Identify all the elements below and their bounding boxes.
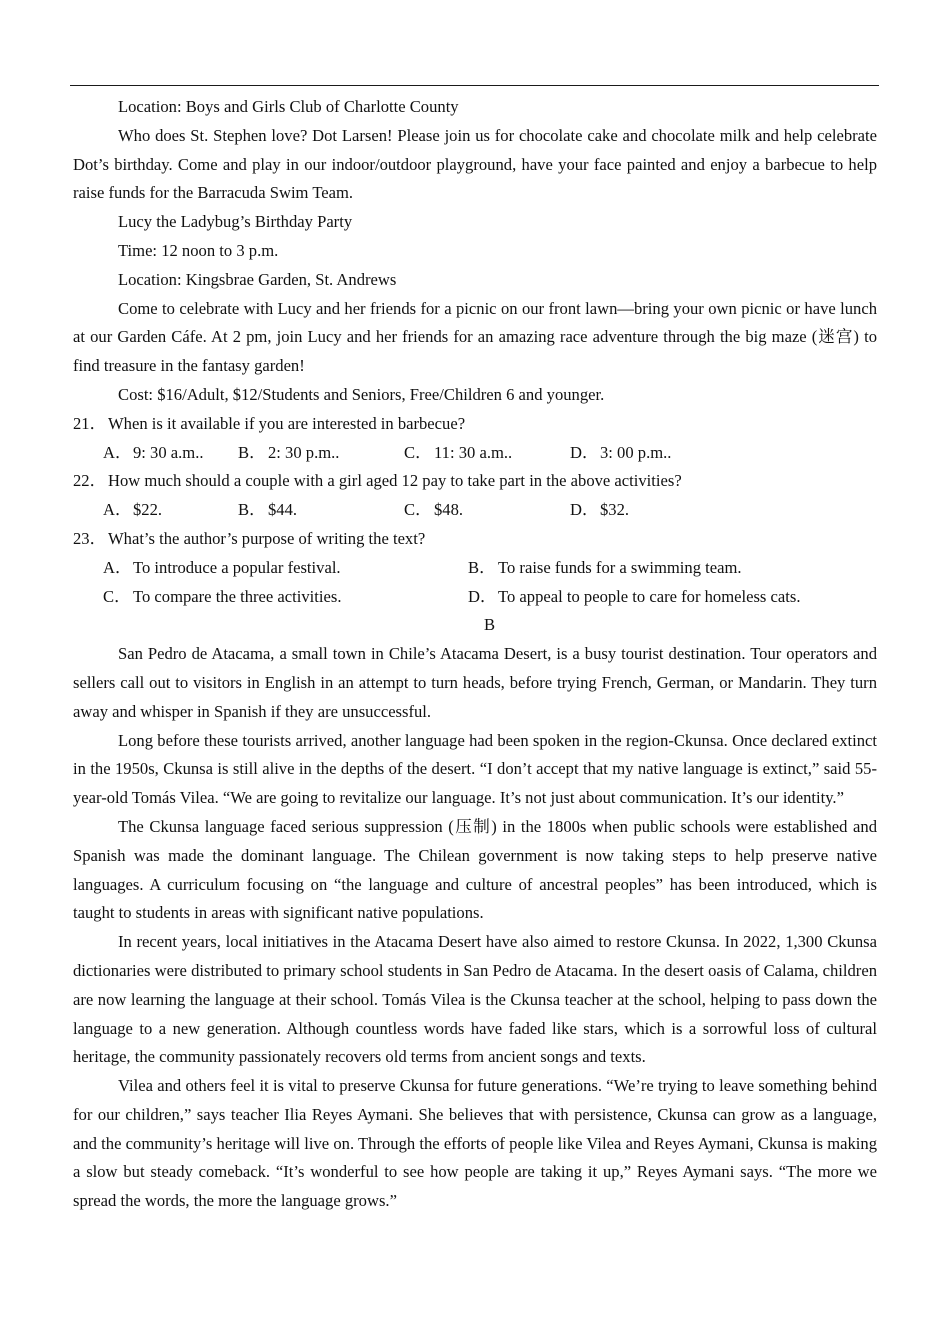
passage-b-paragraph-5: Vilea and others feel it is vital to preserve Ckunsa for future generations. “We’re trying to leave something behind for our children,” says teacher Ilia Reyes Aymani. She believes that with persistence, Ckunsa can grow as a language, and the community’s heritage will live on. Through the efforts of people like Vilea and Reyes Aymani, Ckunsa is making a slow but steady comeback. “It’s wonderful to see how people are taking it up,” Reyes Aymani says. “The more we spread the words, the more the language grows.” — [73, 1076, 877, 1211]
passage-b-paragraph-3: The Ckunsa language faced serious suppression (压制) in the 1800s when public schools were established and Spanish was made the dominant language. The Chilean government is now taking steps to help preserve native languages. A curriculum focusing on “the language and culture of ancestral peoples” has been introduced, which is taught to students in areas with significant native populations. — [73, 816, 877, 923]
question-text: How much should a couple with a girl aged 12 pay to take part in the above activities? — [108, 471, 682, 491]
header-rule — [70, 85, 879, 86]
option-d[interactable]: D．$32. — [570, 500, 630, 520]
option-b[interactable]: B． 2: 30 p.m.. — [238, 442, 340, 462]
lucy-event-description: Come to celebrate with Lucy and her friends for a picnic on our front lawn—bring your own picnic or have lunch at our Garden Cáfe. At 2 pm, join Lucy and her friends for an amazing race adventure through the big maze (迷宫) to find treasure in the fantasy garden! — [73, 298, 877, 376]
option-c[interactable]: C． 11: 30 a.m.. — [404, 442, 513, 462]
lucy-event-time: Time: 12 noon to 3 p.m. — [118, 240, 279, 260]
option-d[interactable]: D．To appeal to people to care for homeless cats. — [468, 586, 801, 606]
question-22-options — [73, 496, 877, 525]
lucy-event-location: Location: Kingsbrae Garden, St. Andrews — [118, 269, 397, 289]
lucy-event-cost: Cost: $16/Adult, $12/Students and Seniors, Free/Children 6 and younger. — [118, 384, 605, 404]
question-text: When is it available if you are interested in barbecue? — [108, 413, 466, 433]
question-23 — [73, 525, 877, 554]
option-a[interactable]: A．$22. — [103, 500, 163, 520]
event-location-line: Location: Boys and Girls Club of Charlotte County — [118, 97, 459, 116]
option-a[interactable]: A．To introduce a popular festival. — [103, 557, 341, 577]
option-d[interactable]: D．3: 00 p.m.. — [570, 442, 672, 462]
option-c[interactable]: C． $48. — [404, 500, 464, 520]
passage-b-paragraph-2: Long before these tourists arrived, another language had been spoken in the region-Ckunsa. Once declared extinct in the 1950s, Ckunsa is still alive in the depths of the desert. “I don’t accept that my native language is extinct,” said 55-year-old Tomás Vilea. “We are going to revitalize our language. It’s not just about communication. It’s our identity.” — [73, 730, 877, 808]
question-number: 23． — [73, 528, 107, 548]
option-b[interactable]: B． $44. — [238, 500, 298, 520]
passage-b-paragraph-1: San Pedro de Atacama, a small town in Chile’s Atacama Desert, is a busy tourist destination. Tour operators and sellers call out to visitors in English in an attempt to turn heads, before trying French, German, or Mandarin. They turn away and whisper in Spanish if they are unsuccessful. — [73, 644, 877, 721]
option-c[interactable]: C． To compare the three activities. — [103, 586, 342, 606]
question-21-options — [73, 439, 877, 468]
question-number: 21． — [73, 413, 107, 433]
question-23-options-row-2 — [73, 583, 877, 612]
question-22 — [73, 467, 877, 496]
option-a[interactable]: A．9: 30 a.m.. — [103, 442, 204, 462]
dot-event-paragraph: Who does St. Stephen love? Dot Larsen! Please join us for chocolate cake and chocolate milk and help celebrate Dot’s birthday. Come and play in our indoor/outdoor playground, have your face painted and enjoy a barbecue to help raise funds for the Barracuda Swim Team. — [73, 125, 877, 203]
lucy-event-title: Lucy the Ladybug’s Birthday Party — [118, 212, 353, 232]
question-number: 22． — [73, 471, 107, 491]
question-21 — [73, 410, 877, 439]
option-b[interactable]: B． To raise funds for a swimming team. — [468, 557, 742, 577]
exam-page — [73, 93, 877, 1216]
section-heading-b: B — [484, 615, 496, 635]
passage-b-paragraph-4: In recent years, local initiatives in the Atacama Desert have also aimed to restore Ckunsa. In 2022, 1,300 Ckunsa dictionaries were distributed to primary school students in San Pedro de Atacama. In the desert oasis of Calama, children are now learning the language at their school. Tomás Vilea is the Ckunsa teacher at the school, helping to pass down the language to a new generation. Although countless words have faded like stars, which is a sorrowful loss of cultural heritage, the community passionately recovers old terms from ancient songs and texts. — [73, 932, 877, 1067]
question-23-options-row-1 — [73, 554, 877, 583]
question-text: What’s the author’s purpose of writing the text? — [108, 528, 426, 548]
